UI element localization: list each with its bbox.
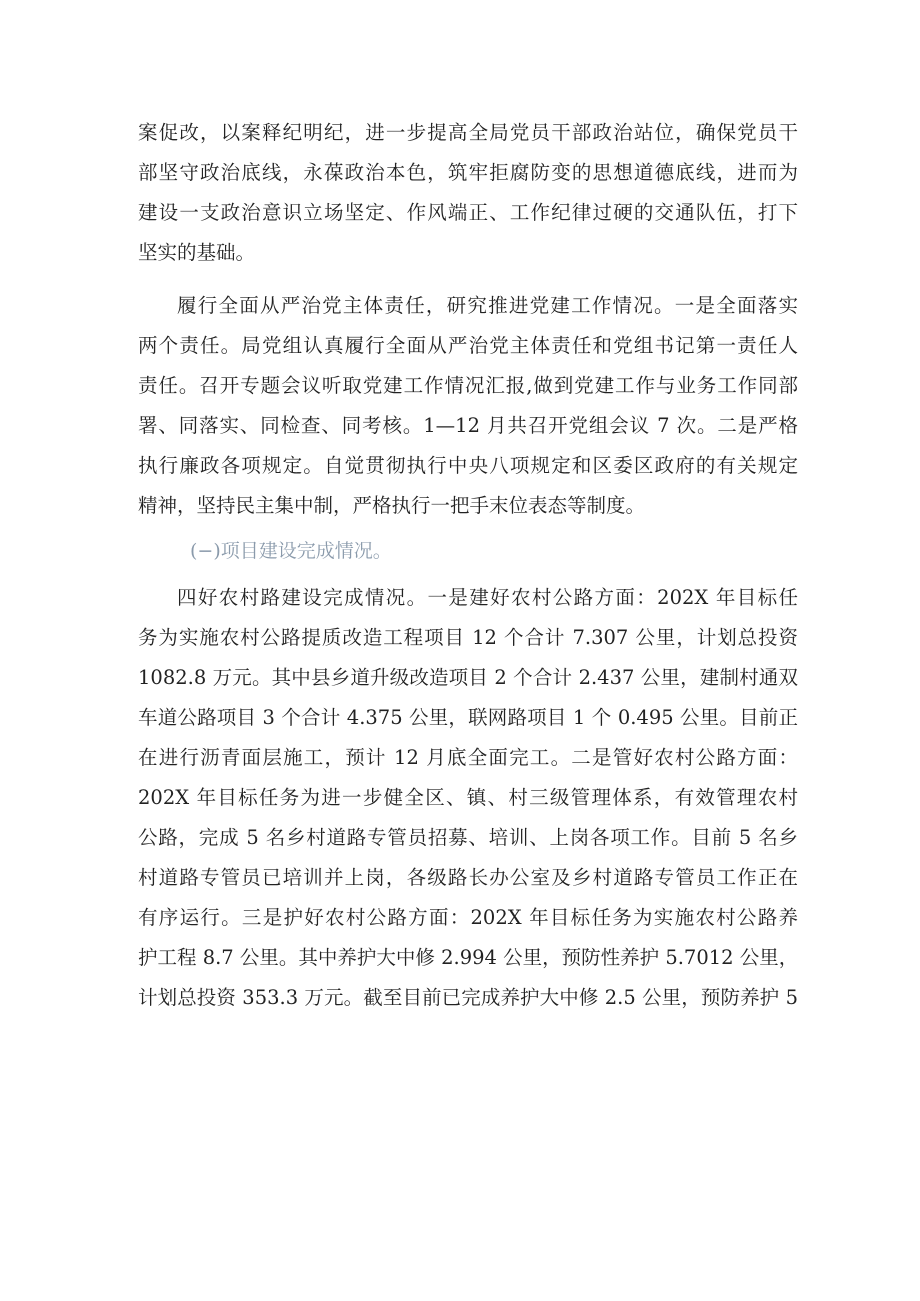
- paragraph-discipline: [138, 113, 798, 273]
- text-line: 部坚守政治底线，永葆政治本色，筑牢拒腐防变的思想道德底线，进而为: [138, 161, 798, 184]
- text-line: 建设一支政治意识立场坚定、作风端正、工作纪律过硬的交通队伍，打下: [138, 201, 798, 224]
- text-line: 在进行沥青面层施工，预计 12 月底全面完工。二是管好农村公路方面：: [138, 746, 798, 769]
- text-line: 履行全面从严治党主体责任，研究推进党建工作情况。一是全面落实: [177, 294, 798, 317]
- text-line: 202X 年目标任务为进一步健全区、镇、村三级管理体系，有效管理农村: [138, 786, 798, 809]
- text-line: 计划总投资 353.3 万元。截至目前已完成养护大中修 2.5 公里，预防养护 5: [138, 986, 798, 1009]
- text-line: 公路，完成 5 名乡村道路专管员招募、培训、上岗各项工作。目前 5 名乡: [138, 826, 798, 849]
- text-line: 务为实施农村公路提质改造工程项目 12 个合计 7.307 公里，计划总投资: [138, 626, 798, 649]
- section-heading: (−)项目建设完成情况。: [190, 540, 392, 562]
- text-line: 两个责任。局党组认真履行全面从严治党主体责任和党组书记第一责任人: [138, 334, 798, 357]
- text-line: 案促改，以案释纪明纪，进一步提高全局党员干部政治站位，确保党员干: [138, 121, 798, 144]
- text-line: 坚实的基础。: [138, 241, 256, 264]
- text-line: 1082.8 万元。其中县乡道升级改造项目 2 个合计 2.437 公里，建制村通双: [138, 666, 798, 689]
- text-line: 责任。召开专题会议听取党建工作情况汇报,做到党建工作与业务工作同部: [138, 374, 798, 397]
- text-line: 四好农村路建设完成情况。一是建好农村公路方面：202X 年目标任: [177, 586, 798, 609]
- text-line: 村道路专管员已培训并上岗，各级路长办公室及乡村道路专管员工作正在: [138, 866, 798, 889]
- text-line: 护工程 8.7 公里。其中养护大中修 2.994 公里，预防性养护 5.7012 公里，: [138, 946, 799, 969]
- text-line: 车道公路项目 3 个合计 4.375 公里，联网路项目 1 个 0.495 公里。目前正: [138, 706, 798, 729]
- paragraph-rural-roads: [138, 578, 798, 1018]
- text-line: 精神，坚持民主集中制，严格执行一把手末位表态等制度。: [138, 494, 646, 517]
- paragraph-party-responsibility: [138, 286, 798, 526]
- text-line: 有序运行。三是护好农村公路方面：202X 年目标任务为实施农村公路养: [138, 906, 798, 929]
- text-line: 署、同落实、同检查、同考核。1—12 月共召开党组会议 7 次。二是严格: [138, 414, 798, 437]
- text-line: 执行廉政各项规定。自觉贯彻执行中央八项规定和区委区政府的有关规定: [138, 454, 798, 477]
- document-page: [138, 113, 798, 1018]
